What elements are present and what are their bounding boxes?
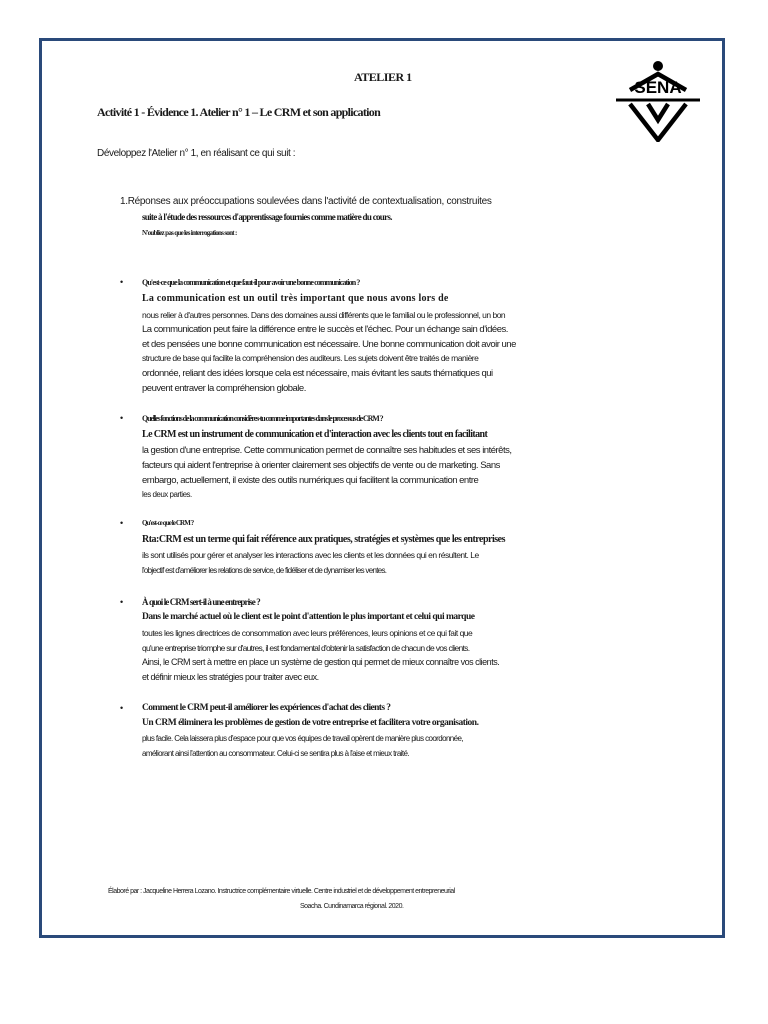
text-line: La communication peut faire la différence entre le succès et l'échec. Pour un échange sain d'idées. [142,324,508,335]
text-line: ordonnée, reliant des idées lorsque cela est nécessaire, mais évitant les sauts thématiques qui [142,368,493,379]
text-line: qu'une entreprise triomphe sur d'autres, il est fondamental d'obtenir la satisfaction de chacun de vos clients. [142,643,470,653]
page-title: ATELIER 1 [354,70,412,84]
text-line: peuvent entraver la compréhension globale. [142,383,306,394]
logo-text: SENA [634,78,682,97]
question-3: Qu'est-ce que le CRM ? [142,519,194,527]
page-border [39,38,725,938]
bullet: • [120,597,124,607]
question-5: Comment le CRM peut-il améliorer les expériences d'achat des clients ? [142,703,391,713]
activity-heading: Activité 1 - Évidence 1. Atelier n° 1 – Le CRM et son application [97,105,381,119]
bullet: • [120,277,124,287]
point1-line2: suite à l'étude des ressources d'apprentissage fournies comme matière du cours. [142,212,392,222]
text-line: améliorant ainsi l'attention au consommateur. Celui-ci se sentira plus à l'aise et mieux traité. [142,749,409,758]
text-line: et définir mieux les stratégies pour traiter avec eux. [142,672,319,682]
bullet: • [120,703,124,713]
intro-text: Développez l'Atelier n° 1, en réalisant ce qui suit : [97,148,296,159]
text-line: la gestion d'une entreprise. Cette communication permet de connaître ses habitudes et ses intérêts, [142,445,512,456]
answer-3: Rta:CRM est un terme qui fait référence aux pratiques, stratégies et systèmes que les entreprises [142,534,505,545]
answer-2: Le CRM est un instrument de communication et d'interaction avec les clients tout en facilitant [142,429,488,440]
answer-4: Dans le marché actuel où le client est le point d'attention le plus important et celui qui marque [142,612,475,622]
bullet: • [120,518,124,528]
question-1: Qu'est-ce que la communication et que faut-il pour avoir une bonne communication ? [142,278,360,287]
text-line: nous relier à d'autres personnes. Dans des domaines aussi différents que le familial ou le professionnel, un bon [142,310,506,320]
text-line: Ainsi, le CRM sert à mettre en place un système de gestion qui permet de mieux connaître vos clients. [142,657,500,667]
text-line: facteurs qui aident l'entreprise à orienter clairement ses objectifs de vente ou de marketing. Sans [142,460,500,471]
footer-location: Soacha. Cundinamarca régional. 2020. [300,903,404,910]
text-line: l'objectif est d'améliorer les relations de service, de fidéliser et de dynamiser les ventes. [142,566,387,575]
text-line: les deux parties. [142,490,192,499]
footer-credit: Élaboré par : Jacqueline Herrera Lozano. Instructrice complémentaire virtuelle. Centre industriel et de développement entrepreneurial [108,888,455,895]
text-line: plus facile. Cela laissera plus d'espace pour que vos équipes de travail opèrent de manière plus coordonnée, [142,734,463,743]
point1-line3: N'oubliez pas que les interrogations sont : [142,229,237,237]
answer-5: Un CRM éliminera les problèmes de gestion de votre entreprise et facilitera votre organisation. [142,718,479,728]
point1-line1: 1.Réponses aux préoccupations soulevées dans l'activité de contextualisation, construites [120,196,492,207]
text-line: ils sont utilisés pour gérer et analyser les interactions avec les clients et les données qui en résultent. Le [142,550,479,560]
question-4: À quoi le CRM sert-il à une entreprise ? [142,597,260,607]
text-line: et des pensées une bonne communication est nécessaire. Une bonne communication doit avoir une [142,339,516,350]
answer-1: La communication est un outil très important que nous avons lors de [142,293,449,304]
text-line: toutes les lignes directrices de consommation avec leurs préférences, leurs opinions et ce qui fait que [142,628,473,638]
text-line: structure de base qui facilite la compréhension des auditeurs. Les sujets doivent être traités de manière [142,353,479,363]
text-line: embargo, actuellement, il existe des outils numériques qui facilitent la communication entre [142,475,479,486]
bullet: • [120,413,124,423]
question-2: Quelles fonctions de la communication considères-tu comme importantes dans le processus de CRM ? [142,414,383,423]
sena-logo [608,60,708,142]
